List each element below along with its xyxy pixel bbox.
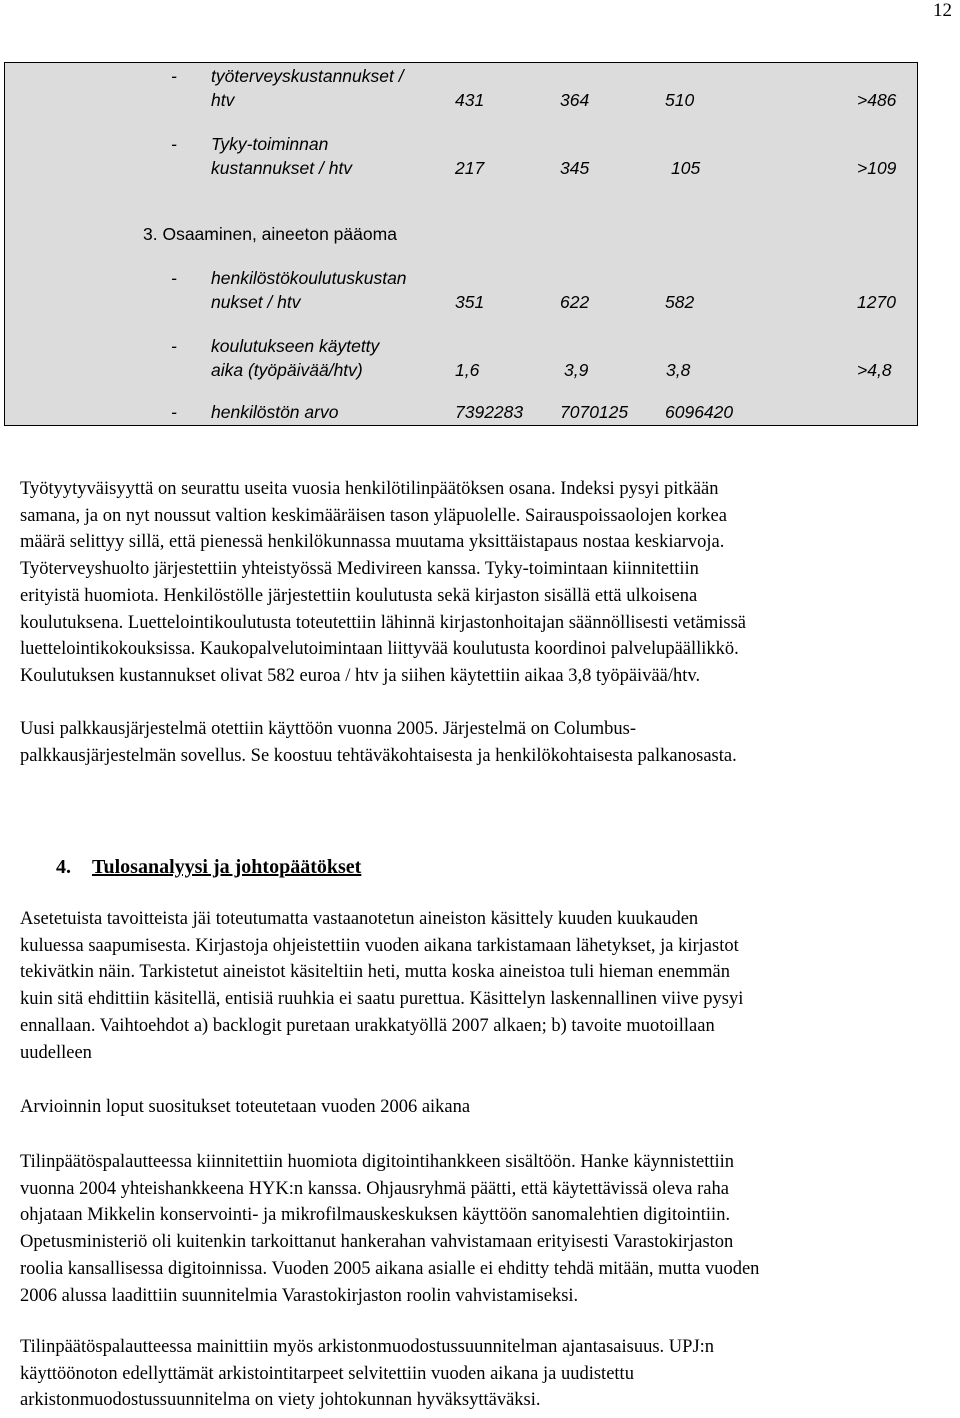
row-label-line: työterveyskustannukset / [211,66,404,86]
table-cell: 345 [560,158,590,178]
heading-title: Tulosanalyysi ja johtopäätökset [92,856,362,878]
paragraph-salary-system: Uusi palkkausjärjestelmä otettiin käyttöön vuonna 2005. Järjestelmä on Columbus- palkkausjärjestelmän sovellus. Se koostuu tehtäväkohtaisesta ja henkilökohtaisesta palkanosasta. [20,719,737,766]
row-label-line: henkilöstön arvo [211,402,339,422]
row-label-line: Tyky-toiminnan [211,134,329,154]
table-cell: 1270 [857,292,896,312]
table-cell: 3,9 [564,360,589,380]
table-cell: 217 [455,158,485,178]
row-label-line: aika (työpäivää/htv) [211,360,363,380]
table-cell: 510 [665,90,695,110]
section-heading [56,853,361,881]
table-cell: 582 [665,292,695,312]
table-cell: >4,8 [857,360,892,380]
table-cell: 431 [455,90,485,110]
page-number: 12 [933,0,952,21]
table-row [171,133,911,181]
row-dash: - [171,66,177,86]
row-label-line: nukset / htv [211,292,301,312]
table-row [171,401,911,425]
table-cell: 6096420 [665,402,734,422]
row-label-line: koulutukseen käytetty [211,336,380,356]
row-dash: - [171,336,177,356]
table-section-heading: 3. Osaaminen, aineeton pääoma [143,224,397,244]
paragraph-digitization: Tilinpäätöspalautteessa kiinnitettiin huomiota digitointihankkeen sisältöön. Hanke käynnistettiin vuonna 2004 yhteishankkeena HYK:n kanssa. Ohjausryhmä päätti, että käytettävissä oleva raha ohjataan Mikkelin konservointi- ja mikrofilmauskeskuksen käyttöön sanomalehtien digitointiin. Opetusministeriö oli kuitenkin tarkoittanut hankerahan vahvistamaan erityisesti Varastokirjaston roolia kansallisessa digitoinnissa. Vuoden 2005 aikana asialle ei ehditty tehdä mitään, mutta vuoden 2006 alussa laadittiin suunnitelmia Varastokirjaston roolin vahvistamiseksi. [20,1152,760,1306]
table-cell: 105 [671,158,701,178]
row-dash: - [171,268,177,288]
row-label-line: htv [211,90,235,110]
heading-number: 4. [56,856,71,878]
table-cell: >486 [857,90,897,110]
paragraph-recommendations: Arvioinnin loput suositukset toteutetaan vuoden 2006 aikana [20,1097,471,1117]
row-dash: - [171,134,177,154]
table-cell: 622 [560,292,590,312]
paragraph-archive-plan: Tilinpäätöspalautteessa mainittiin myös arkistonmuodostussuunnitelman ajantasaisuus. UPJ:n käyttöönoton edellyttämät arkistointitarpeet selvitettiin vuoden aikana ja uudistettu arkistonmuodostussuunnitelma on viety johtokunnan hyväksyttäväksi. [20,1337,715,1411]
paragraph-goals: Asetetuista tavoitteista jäi toteutumatta vastaanotetun aineiston käsittely kuuden kuukauden kuluessa saapumisesta. Kirjastoja ohjeistettiin vuoden aikana tarkistamaan lähetykset, ja kirjastot tekivätkin näin. Tarkistetut aineistot käsiteltiin heti, mutta koska aineistoa tuli hieman enemmän kuin sitä ehdittiin käsitellä, entisiä ruuhkia ei saatu purettua. Käsittelyn laskennallinen viive pysyi ennallaan. Vaihtoehdot a) backlogit puretaan urakkatyöllä 2007 alkaen; b) tavoite muotoillaan uudelleen [20,909,744,1063]
table-row [171,335,911,383]
table-cell: 364 [560,90,590,110]
table-cell: 7070125 [560,402,629,422]
table-cell: 351 [455,292,485,312]
indicator-table [4,62,918,426]
table-cell: 7392283 [455,402,524,422]
table-cell: 1,6 [455,360,480,380]
table-cell: 3,8 [666,360,691,380]
table-cell: >109 [857,158,897,178]
table-row [171,65,911,113]
row-label-line: kustannukset / htv [211,158,353,178]
row-label-line: henkilöstökoulutuskustan [211,268,407,288]
row-dash: - [171,402,177,422]
table-row [171,267,911,315]
paragraph-satisfaction: Työtyytyväisyyttä on seurattu useita vuosia henkilötilinpäätöksen osana. Indeksi pysyi pitkään samana, ja on nyt noussut valtion keskimääräisen tason yläpuolelle. Sairauspoissaolojen korkea määrä selittyy sillä, että pienessä henkilökunnassa muutama yksittäistapaus nostaa keskiarvoja. Työterveyshuolto järjestettiin yhteistyössä Medivireen kanssa. Tyky-toimintaan kiinnitettiin erityistä huomiota. Henkilöstölle järjestettiin koulutusta sekä kirjaston sisällä että ulkoisena koulutuksena. Luettelointikoulutusta toteutettiin lähinnä kirjastonhoitajan säännöllisesti vetämissä luettelointikokouksissa. Kaukopalvelutoimintaan liittyvää koulutusta koordinoi palvelupäällikkö. Koulutuksen kustannukset olivat 582 euroa / htv ja siihen käytettiin aikaa 3,8 työpäivää/htv. [20,479,746,686]
